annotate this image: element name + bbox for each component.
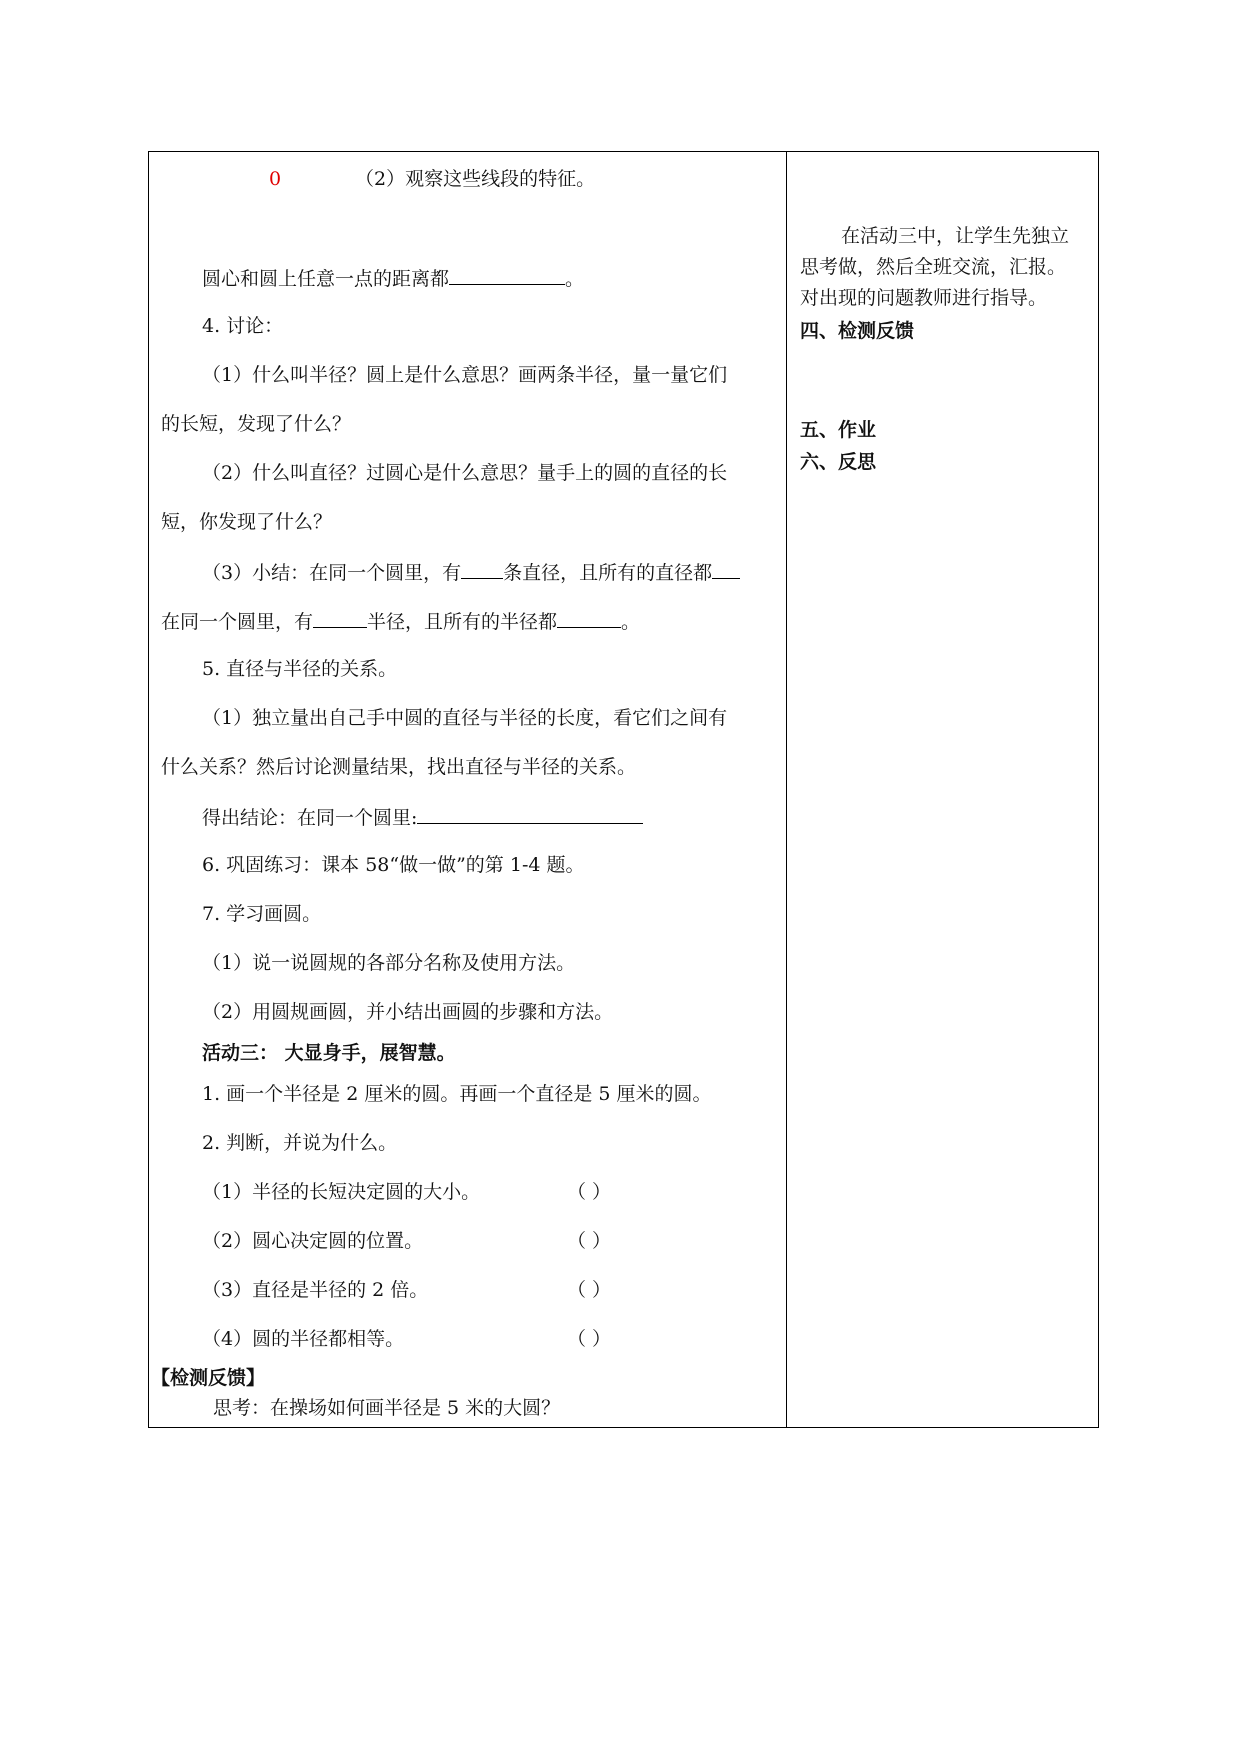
summary-text-3: 在同一个圆里，有	[161, 611, 314, 633]
blank-diameter	[712, 558, 740, 579]
judge-paren-2: （ ）	[567, 1230, 612, 1252]
summary-line-b	[161, 607, 640, 635]
q2-line-b: 短，你发现了什么？	[161, 511, 333, 533]
section-6-heading: 六、反思	[800, 451, 877, 473]
summary-text-2: 条直径，且所有的直径都	[503, 562, 713, 584]
activity3-heading: 活动三： 大显身手，展智慧。	[202, 1042, 456, 1064]
draw-title: 7. 学习画圆。	[202, 903, 322, 925]
blank-radius-count	[313, 607, 367, 628]
judge-item-1: （1）半径的长短决定圆的大小。	[202, 1181, 481, 1203]
judge-paren-4: （ ）	[567, 1328, 612, 1350]
section-4-heading: 四、检测反馈	[800, 320, 915, 342]
teacher-note-line-3: 对出现的问题教师进行指导。	[800, 287, 1048, 309]
task-1: 1. 画一个半径是 2 厘米的圆。再画一个直径是 5 厘米的圆。	[202, 1083, 712, 1105]
summary-text-1: （3）小结：在同一个圆里，有	[202, 562, 462, 584]
distance-line	[202, 264, 584, 292]
conclusion-text: 得出结论：在同一个圆里:	[202, 807, 418, 829]
feedback-heading: 【检测反馈】	[151, 1367, 266, 1389]
relation-line-b: 什么关系？然后讨论测量结果，找出直径与半径的关系。	[161, 756, 637, 778]
lesson-table	[148, 151, 1099, 1428]
distance-end: 。	[565, 268, 585, 290]
teacher-note-line-1: 在活动三中，让学生先独立	[841, 225, 1070, 247]
relation-line-a: （1）独立量出自己手中圆的直径与半径的长度，看它们之间有	[202, 707, 728, 729]
q2-line-a: （2）什么叫直径？过圆心是什么意思？量手上的圆的直径的长	[202, 462, 728, 484]
relation-title: 5. 直径与半径的关系。	[202, 658, 398, 680]
draw-step-2: （2）用圆规画圆，并小结出画圆的步骤和方法。	[202, 1001, 614, 1023]
practice-text: 6. 巩固练习：课本 58“做一做”的第 1-4 题。	[202, 854, 585, 876]
judge-item-4: （4）圆的半径都相等。	[202, 1328, 405, 1350]
summary-end: 。	[621, 611, 641, 633]
observe-text: （2）观察这些线段的特征。	[355, 168, 596, 190]
blank-radius	[557, 607, 621, 628]
blank-distance	[449, 264, 565, 285]
q1-line-b: 的长短，发现了什么？	[161, 413, 352, 435]
task-2: 2. 判断，并说为什么。	[202, 1132, 398, 1154]
column-divider	[786, 152, 787, 1427]
q1-line-a: （1）什么叫半径？圆上是什么意思？画两条半径，量一量它们	[202, 364, 728, 386]
draw-step-1: （1）说一说圆规的各部分名称及使用方法。	[202, 952, 576, 974]
judge-paren-3: （ ）	[567, 1279, 612, 1301]
judge-item-2: （2）圆心决定圆的位置。	[202, 1230, 424, 1252]
section-5-heading: 五、作业	[800, 419, 877, 441]
think-question: 思考：在操场如何画半径是 5 米的大圆？	[213, 1397, 561, 1419]
discuss-title: 4. 讨论：	[202, 315, 284, 337]
summary-text-4: 半径，且所有的半径都	[367, 611, 558, 633]
distance-text: 圆心和圆上任意一点的距离都	[202, 268, 450, 290]
blank-count	[461, 558, 503, 579]
judge-item-3: （3）直径是半径的 2 倍。	[202, 1279, 429, 1301]
teacher-note-line-2: 思考做，然后全班交流，汇报。	[800, 256, 1067, 278]
blank-conclusion	[417, 803, 643, 824]
conclusion-line	[202, 803, 643, 831]
red-mark: 0	[269, 168, 282, 190]
summary-line-a	[202, 558, 740, 586]
judge-paren-1: （ ）	[567, 1181, 612, 1203]
